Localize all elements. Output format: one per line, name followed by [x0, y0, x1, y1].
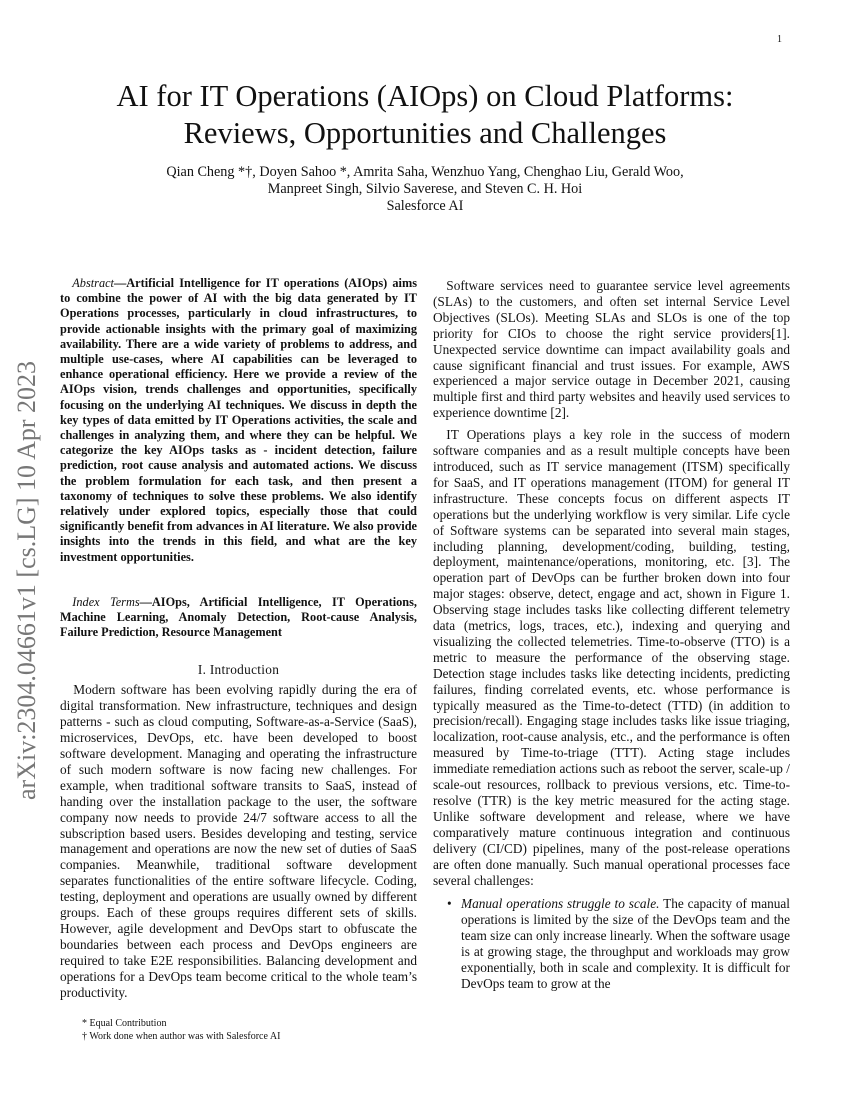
footnotes: [60, 1017, 417, 1043]
bullet-text: The capacity of manual operations is limited by the size of the DevOps team and the team size can only increase linearly. When the software usage is at growing stage, the throughput and workloads may grow exponentially, both in scale and complexity. It is difficult for DevOps team to grow at the: [461, 896, 790, 991]
footnote: † Work done when author was with Salesforce AI: [82, 1030, 281, 1042]
paragraph: Software services need to guarantee service level agreements (SLAs) to the customers, and often set internal Service Level Objectives (SLOs). Meeting SLAs and SLOs is one of the top priority for CIOs to choose the right service providers[1]. Unexpected service downtime can impact availability goals and cause significant financial and trust issues. For example, AWS experienced a major service outage in December 2021, causing multiple first and third party websites and heavily used services to experience downtime [2].: [433, 278, 790, 421]
bullet-icon: •: [447, 896, 452, 912]
arxiv-identifier: arXiv:2304.04661v1 [cs.LG] 10 Apr 2023: [12, 360, 41, 800]
list-item: [447, 896, 790, 991]
title-line: AI for IT Operations (AIOps) on Cloud Platforms:: [116, 79, 734, 113]
section-heading: I. Introduction: [197, 662, 280, 678]
index-terms-text: —AIOps, Artificial Intelligence, IT Operations, Machine Learning, Anomaly Detection, Root-cause Analysis, Failure Prediction, Resource Management: [60, 594, 417, 640]
page-number: 1: [777, 34, 782, 45]
paragraph: IT Operations plays a key role in the success of modern software companies and as a result multiple concepts have been introduced, such as IT service management (ITSM) specifically for SaaS, and IT operations management (ITOM) for general IT infrastructure. These concepts focus on different aspects IT operations but the underlying workflow is very similar. Life cycle of Software systems can be separated into several main stages, including planning, development/coding, building, testing, deployment, maintenance/operations, monitoring, etc. [3]. The operation part of DevOps can be further broken down into four major stages: observe, detect, engage and act, shown in Figure 1. Observing stage includes tasks like collecting different telemetry data (metrics, logs, traces, etc.), indexing and querying and visualizing the collected telemetries. Time-to-observe (TTO) is a metric to measure the performance of the observing stage. Detection stage includes tasks like detecting incidents, predicting failures, finding correlated events, etc. whose performance is typically measured as the Time-to-detect (TTD) (in addition to precision/recall). Engaging stage includes tasks like issue triaging, localization, root-cause analysis, etc., and the performance is often measured by Time-to-triage (TTT). Acting stage includes immediate remediation actions such as reboot the server, scale-up / scale-out resources, rollback to previous versions, etc. Time-to-resolve (TTR) is the key metric measured for the acting stage. Unlike software development and release, where we have comparatively mature continuous integration and continuous delivery (CI/CD) pipelines, many of the post-release operations are often done manually. Such manual operational processes face several challenges:: [433, 427, 790, 888]
challenge-list: [433, 896, 790, 991]
bullet-title: Manual operations struggle to scale.: [461, 896, 660, 912]
title-line: Reviews, Opportunities and Challenges: [183, 116, 667, 150]
left-column: [60, 276, 417, 1043]
index-terms-label: Index Terms: [72, 594, 140, 609]
footnote: * Equal Contribution: [82, 1017, 167, 1029]
abstract-text: —Artificial Intelligence for IT operations (AIOps) aims to combine the power of AI with the big data generated by IT Operations processes, particularly in cloud infrastructures, to provide actionable insights with the primary goal of maximizing availability. There are a wide variety of problems to address, and multiple use-cases, where AI capabilities can be leveraged to enhance operational efficiency. Here we provide a review of the AIOps vision, trends challenges and opportunities, specifically focusing on the underlying AI techniques. We discuss in depth the key types of data emitted by IT Operations activities, the scale and challenges in analyzing them, and where they can be helpful. We categorize the key AIOps tasks as - incident detection, failure prediction, root cause analysis and automated actions. We discuss the problem formulation for each task, and then present a taxonomy of techniques to solve these problems. We also identify relatively under explored topics, especially those that could significantly benefit from advances in AI literature. We also provide insights into the trends in this field, and what are the key investment opportunities.: [60, 276, 417, 564]
right-column: [433, 278, 790, 992]
index-terms: [60, 595, 417, 641]
paper-title: [40, 78, 810, 152]
abstract: [60, 276, 417, 565]
paragraph: Modern software has been evolving rapidly during the era of digital transformation. New infrastructure, techniques and design patterns - such as cloud computing, Software-as-a-Service (SaaS), microservices, DevOps, etc. have been developed to boost software development. Managing and operating the infrastructure of such modern software is now facing new challenges. For example, when traditional software transits to SaaS, instead of handing over the installation package to the user, the software company now needs to provide 24/7 software access to all the subscription based users. Besides developing and testing, service management and operations are now the new set of duties of SaaS companies. Meanwhile, traditional software development separates functionalities of the entire software lifecycle. Coding, testing, deployment and operations are usually owned by different groups. Each of these groups requires different sets of skills. However, agile development and DevOps start to obfuscate the boundaries between each process and DevOps engineers are required to take E2E responsibilities. Balancing development and operations for a DevOps team become critical to the whole team’s productivity.: [60, 682, 417, 1000]
author-block: [60, 164, 790, 215]
authors: Qian Cheng *†, Doyen Sahoo *, Amrita Saha, Wenzhuo Yang, Chenghao Liu, Gerald Woo,: [166, 164, 684, 180]
authors: Manpreet Singh, Silvio Saverese, and Steven C. H. Hoi: [267, 181, 583, 197]
abstract-label: Abstract: [72, 276, 114, 290]
affiliation: Salesforce AI: [386, 198, 464, 214]
